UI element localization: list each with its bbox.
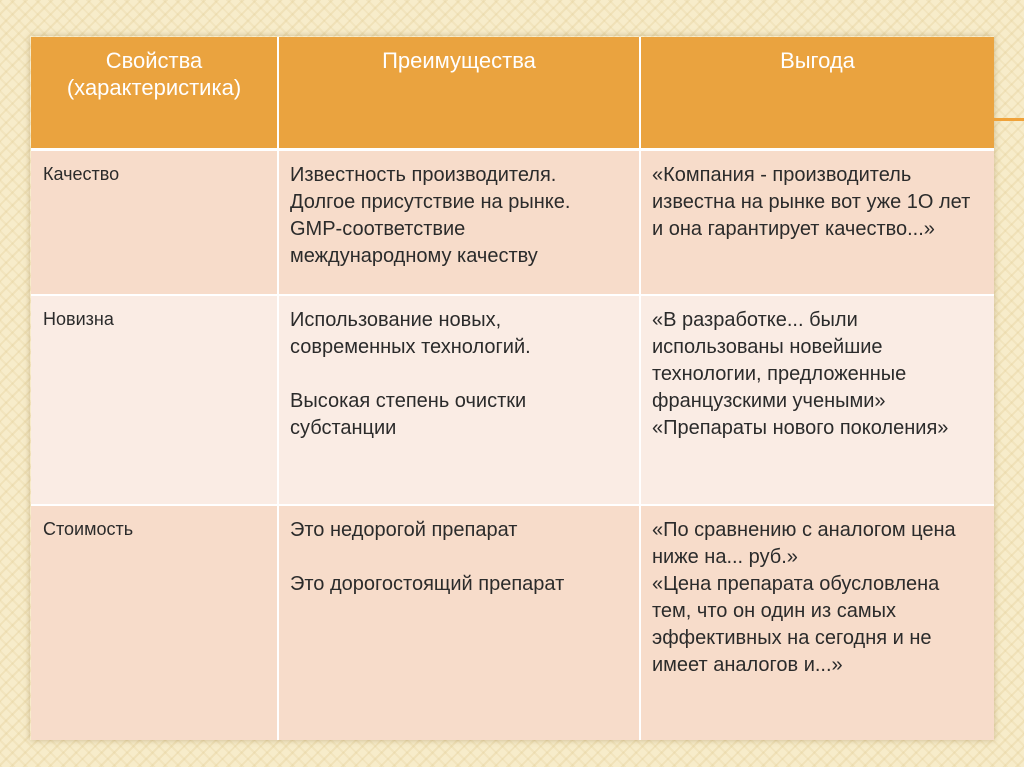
advantage-text: Использование новых, современных технологий. [290, 309, 531, 358]
header-row [31, 37, 994, 150]
advantage-text: Это недорогой препарат [290, 519, 518, 541]
table-row-cost [31, 505, 994, 740]
benefit-cell [640, 295, 994, 505]
benefit-text: «Компания - производитель известна на рынке вот уже 1О лет и она гарантирует качество...» [652, 164, 971, 240]
benefit-text: «Препараты нового поколения» [652, 417, 949, 439]
header-properties: Свойства (характеристика) [31, 37, 278, 150]
advantages-cell [278, 505, 640, 740]
comparison-table [31, 37, 994, 740]
table-row-novelty [31, 295, 994, 505]
benefit-text: «Цена препарата обусловлена тем, что он один из самых эффективных на сегодня и не имеет аналогов и...» [652, 573, 940, 676]
benefit-text: «В разработке... были использованы новейшие технологии, предложенные французскими учеными» [652, 309, 907, 412]
table-row-quality [31, 150, 994, 296]
benefit-cell [640, 150, 994, 296]
advantage-text: Это дорогостоящий препарат [290, 573, 565, 595]
property-cell: Новизна [31, 295, 278, 505]
header-advantages: Преимущества [278, 37, 640, 150]
benefit-cell [640, 505, 994, 740]
advantage-text: Высокая степень очистки субстанции [290, 390, 527, 439]
benefit-text: «По сравнению с аналогом цена ниже на... руб.» [652, 519, 956, 568]
accent-line [994, 118, 1024, 121]
property-cell: Стоимость [31, 505, 278, 740]
header-benefit: Выгода [640, 37, 994, 150]
advantage-text: Известность производителя. Долгое присутствие на рынке. GMP-соответствие международному качеству [290, 164, 571, 267]
property-cell: Качество [31, 150, 278, 296]
advantages-cell [278, 295, 640, 505]
advantages-cell [278, 150, 640, 296]
